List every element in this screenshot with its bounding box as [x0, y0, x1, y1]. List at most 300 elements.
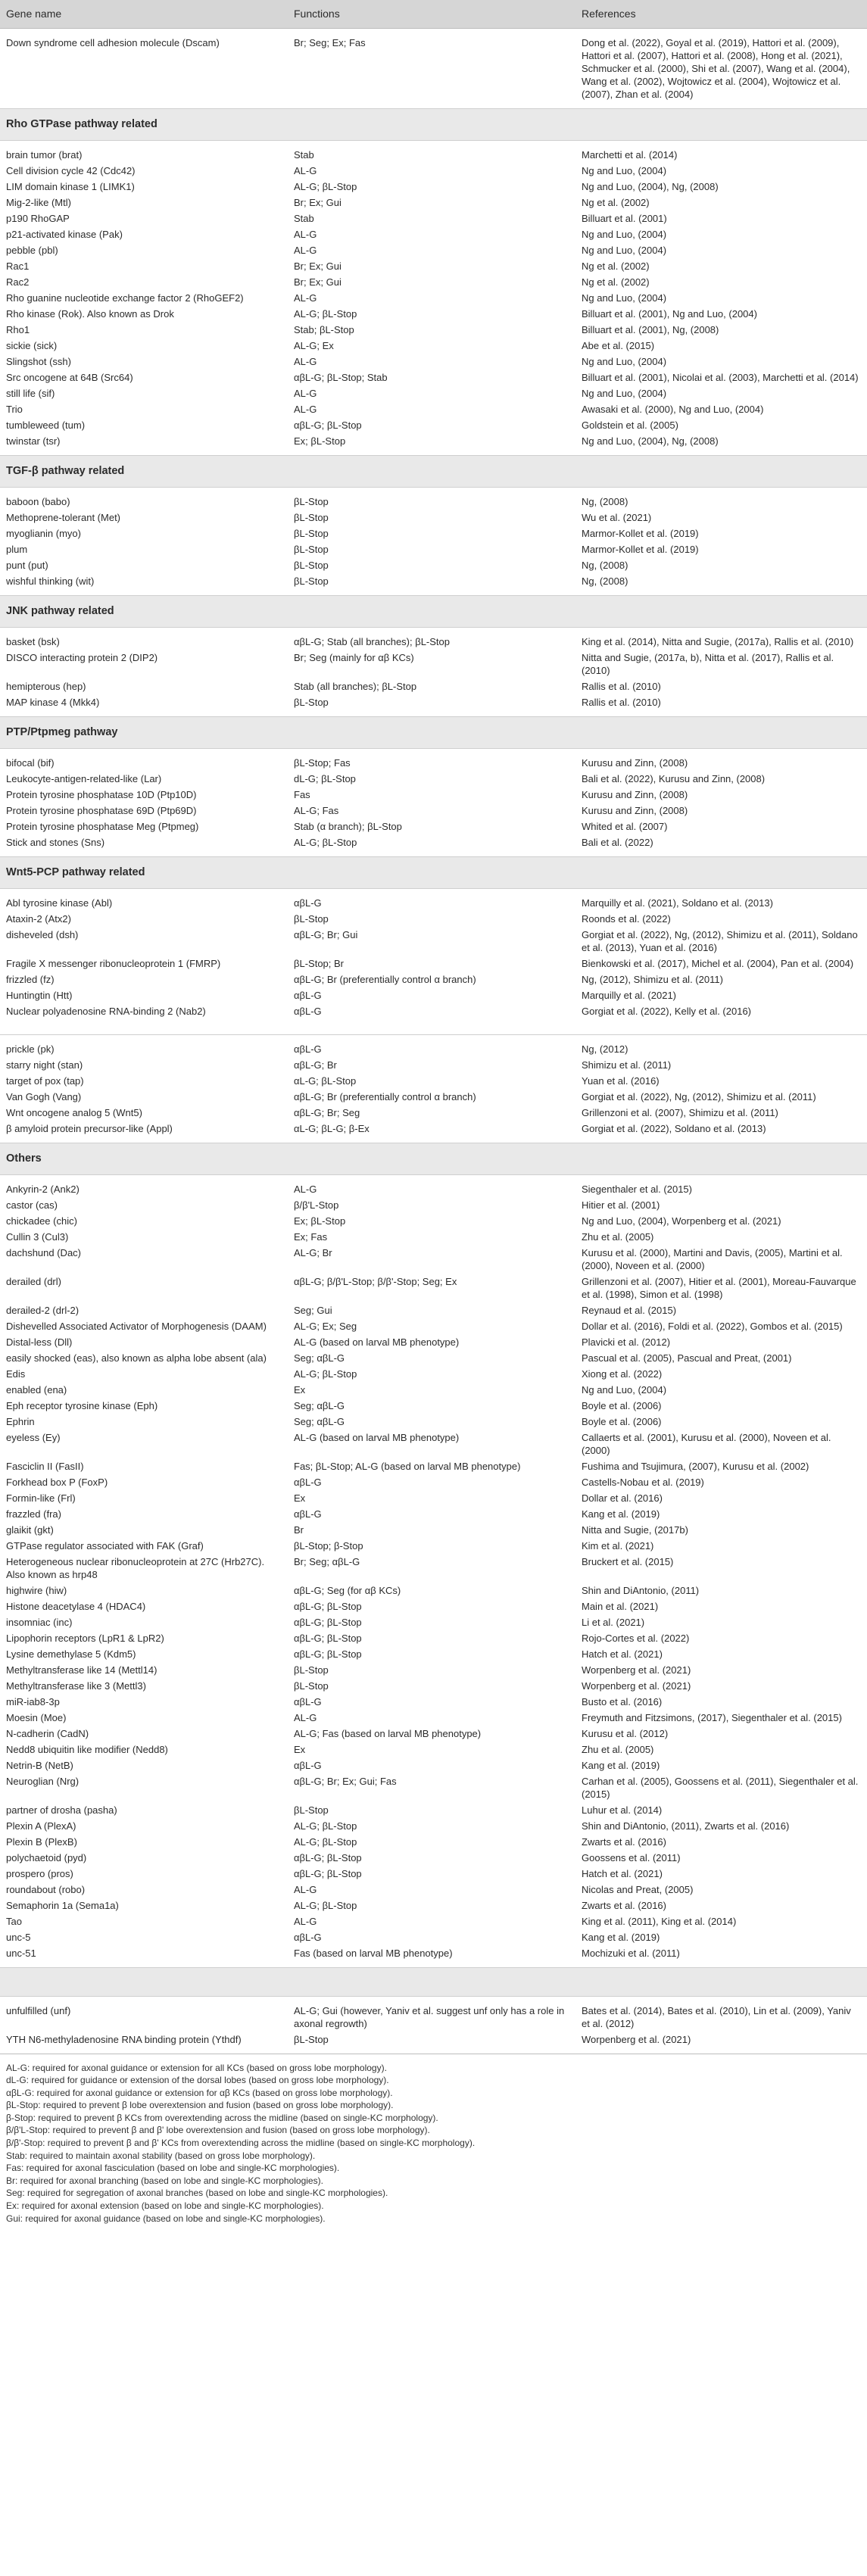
- references-cell: Marchetti et al. (2014): [582, 149, 678, 161]
- references-cell: Boyle et al. (2006): [582, 1399, 662, 1411]
- functions-cell: AL-G; Fas (based on larval MB phenotype): [294, 1727, 482, 1739]
- references-cell: Shin and DiAntonio, (2011), Zwarts et al. (2016): [582, 1820, 790, 1832]
- section-header-row: [0, 857, 867, 889]
- table-row: [0, 1506, 867, 1522]
- functions-cell: Stab (α branch); βL-Stop: [294, 821, 402, 832]
- table-row: [0, 1334, 867, 1350]
- references-cell: Worpenberg et al. (2021): [582, 1679, 691, 1692]
- gene-name-cell: bifocal (bif): [6, 757, 55, 769]
- footnote-line: β/β'-Stop: required to prevent β and β' KCs from overextending across the midline (based on single-KC morphology).: [6, 2138, 476, 2149]
- table-row: [0, 573, 867, 596]
- references-cell: Dong et al. (2022), Goyal et al. (2019), Hattori et al. (2009), Hattori et al. (2007), Hattori et al. (2008), Hong et al. (2021), Schmucker et al. (2000), Shi et al. (2007), Wang et al. (2004), Wang et al. (2002), Wojtowicz et al. (2004), Wojtowicz et al. (2007), Zhan et al. (2004): [582, 37, 850, 100]
- functions-cell: αβL-G: [294, 897, 322, 909]
- references-cell: Wu et al. (2021): [582, 512, 652, 523]
- table-row: [0, 1430, 867, 1458]
- references-cell: Billuart et al. (2001), Ng and Luo, (2004): [582, 308, 757, 320]
- functions-cell: dL-G; βL-Stop: [294, 773, 356, 784]
- gene-name-cell: Huntingtin (Htt): [6, 990, 73, 1001]
- references-cell: Bali et al. (2022), Kurusu and Zinn, (2008): [582, 773, 766, 784]
- footnote-line: Br: required for axonal branching (based on lobe and single-KC morphologies).: [6, 2175, 323, 2186]
- functions-cell: βL-Stop: [294, 512, 329, 523]
- table-row: [0, 1773, 867, 1802]
- functions-cell: AL-G; βL-Stop: [294, 308, 357, 320]
- references-cell: Main et al. (2021): [582, 1600, 659, 1612]
- references-cell: Nicolas and Preat, (2005): [582, 1883, 694, 1895]
- table-row: [0, 1866, 867, 1882]
- functions-cell: AL-G; βL-Stop: [294, 1835, 357, 1848]
- section-header-row: [0, 1143, 867, 1174]
- functions-cell: αβL-G; βL-Stop: [294, 419, 362, 431]
- functions-cell: αβL-G; Seg (for αβ KCs): [294, 1584, 401, 1596]
- references-cell: Siegenthaler et al. (2015): [582, 1183, 692, 1195]
- gene-name-cell: DISCO interacting protein 2 (DIP2): [6, 652, 158, 663]
- references-cell: Zhu et al. (2005): [582, 1743, 654, 1755]
- footnote-line: β-Stop: required to prevent β KCs from overextending across the midline (based on single-KC morphology).: [6, 2112, 438, 2123]
- references-cell: Abe et al. (2015): [582, 340, 655, 351]
- functions-cell: Ex: [294, 1743, 306, 1755]
- table-row: [0, 2032, 867, 2054]
- references-cell: Kang et al. (2019): [582, 1508, 660, 1520]
- functions-cell: Stab: [294, 149, 314, 161]
- functions-cell: Fas: [294, 789, 310, 800]
- functions-cell: AL-G: [294, 165, 317, 176]
- table-row: [0, 1414, 867, 1430]
- gene-name-cell: wishful thinking (wit): [6, 575, 95, 587]
- table-row: [0, 1105, 867, 1121]
- references-cell: Ng and Luo, (2004): [582, 165, 667, 176]
- gene-name-cell: Trio: [6, 404, 23, 415]
- references-cell: Nitta and Sugie, (2017a, b), Nitta et al. (2017), Rallis et al. (2010): [582, 652, 834, 676]
- functions-cell: αβL-G; βL-Stop: [294, 1867, 362, 1879]
- references-cell: Marmor-Kollet et al. (2019): [582, 528, 699, 539]
- table-row: [0, 1398, 867, 1414]
- gene-name-cell: chickadee (chic): [6, 1215, 77, 1227]
- references-cell: Rojo-Cortes et al. (2022): [582, 1632, 690, 1644]
- table-row: [0, 1197, 867, 1213]
- functions-cell: αβL-G; β/β'L-Stop; β/β'-Stop; Seg; Ex: [294, 1275, 457, 1287]
- functions-cell: AL-G; Br: [294, 1246, 332, 1258]
- references-cell: Goossens et al. (2011): [582, 1851, 681, 1863]
- references-cell: Kurusu et al. (2000), Martini and Davis, (2005), Martini et al. (2000), Noveen et al. (2000): [582, 1246, 843, 1271]
- references-cell: Mochizuki et al. (2011): [582, 1947, 680, 1959]
- table-row: [0, 322, 867, 338]
- functions-cell: Ex; βL-Stop: [294, 1215, 346, 1227]
- references-cell: Carhan et al. (2005), Goossens et al. (2011), Siegenthaler et al. (2015): [582, 1775, 859, 1800]
- references-cell: King et al. (2014), Nitta and Sugie, (2017a), Rallis et al. (2010): [582, 636, 854, 647]
- references-cell: Callaerts et al. (2001), Kurusu et al. (2000), Noveen et al. (2000): [582, 1431, 831, 1456]
- gene-name-cell: Neuroglian (Nrg): [6, 1775, 80, 1787]
- gene-name-cell: punt (put): [6, 560, 48, 571]
- functions-cell: Stab; βL-Stop: [294, 324, 354, 335]
- references-cell: Gorgiat et al. (2022), Kelly et al. (2016): [582, 1006, 752, 1017]
- table-row: [0, 1898, 867, 1913]
- table-row: [0, 306, 867, 322]
- references-cell: Hatch et al. (2021): [582, 1648, 663, 1660]
- gene-name-cell: Wnt oncogene analog 5 (Wnt5): [6, 1106, 142, 1118]
- functions-cell: αβL-G; Br: [294, 1059, 337, 1071]
- gene-name-cell: Nedd8 ubiquitin like modifier (Nedd8): [6, 1743, 168, 1755]
- functions-cell: αL-G; βL-G; β-Ex: [294, 1122, 370, 1134]
- table-row: [0, 258, 867, 274]
- table-row: [0, 889, 867, 912]
- functions-cell: βL-Stop: [294, 1804, 329, 1816]
- gene-name-cell: Rho kinase (Rok). Also known as Drok: [6, 308, 174, 320]
- section-header-row: [0, 456, 867, 488]
- table-row: [0, 650, 867, 678]
- functions-cell: AL-G; βL-Stop: [294, 1820, 357, 1832]
- gene-name-cell: Src oncogene at 64B (Src64): [6, 372, 133, 383]
- functions-cell: αβL-G; βL-Stop; Stab: [294, 372, 388, 383]
- gene-name-cell: Ephrin: [6, 1415, 35, 1427]
- gene-name-cell: frizzled (fz): [6, 974, 55, 985]
- references-cell: Roonds et al. (2022): [582, 913, 671, 925]
- functions-cell: Seg; αβL-G: [294, 1399, 345, 1411]
- section-title: TGF-β pathway related: [0, 456, 867, 488]
- table-row: [0, 1850, 867, 1866]
- references-cell: Ng and Luo, (2004), Ng, (2008): [582, 181, 719, 192]
- footnote-line: β/β'L-Stop: required to prevent β and β' lobe overextension and fusion (based on gross lobe morphology).: [6, 2125, 430, 2136]
- gene-name-cell: N-cadherin (CadN): [6, 1727, 89, 1739]
- table-row: [0, 1662, 867, 1678]
- functions-cell: Seg; αβL-G: [294, 1352, 345, 1364]
- footnote-line: αβL-G: required for axonal guidance or extension for αβ KCs (based on gross lobe morphology).: [6, 2087, 393, 2098]
- references-cell: Grillenzoni et al. (2007), Shimizu et al. (2011): [582, 1106, 778, 1118]
- gene-name-cell: Fasciclin II (FasII): [6, 1460, 84, 1472]
- functions-cell: AL-G: [294, 404, 317, 415]
- references-cell: Castells-Nobau et al. (2019): [582, 1476, 704, 1488]
- gene-name-cell: Semaphorin 1a (Sema1a): [6, 1899, 119, 1911]
- references-cell: Yuan et al. (2016): [582, 1074, 660, 1087]
- references-cell: Reynaud et al. (2015): [582, 1304, 677, 1316]
- section-title: Wnt5-PCP pathway related: [0, 857, 867, 889]
- gene-name-cell: miR-iab8-3p: [6, 1695, 60, 1707]
- table-row: [0, 834, 867, 857]
- references-cell: Ng, (2008): [582, 575, 628, 587]
- functions-cell: βL-Stop; β-Stop: [294, 1539, 363, 1552]
- table-row: [0, 541, 867, 557]
- gene-name-cell: still life (sif): [6, 388, 55, 399]
- gene-name-cell: dachshund (Dac): [6, 1246, 81, 1258]
- section-header-row: [0, 717, 867, 749]
- functions-cell: αβL-G: [294, 1043, 322, 1055]
- gene-name-cell: Fragile X messenger ribonucleoprotein 1 (FMRP): [6, 958, 221, 969]
- references-cell: Kang et al. (2019): [582, 1931, 660, 1943]
- gene-name-cell: prospero (pros): [6, 1867, 73, 1879]
- functions-cell: αβL-G; Stab (all branches); βL-Stop: [294, 636, 451, 647]
- gene-name-cell: p21-activated kinase (Pak): [6, 229, 123, 240]
- header-functions: Functions: [288, 0, 575, 29]
- gene-name-cell: Nuclear polyadenosine RNA-binding 2 (Nab2): [6, 1006, 206, 1017]
- functions-cell: αβL-G: [294, 1695, 322, 1707]
- functions-cell: αL-G; βL-Stop: [294, 1074, 357, 1087]
- references-cell: Rallis et al. (2010): [582, 697, 661, 708]
- table-row: [0, 385, 867, 401]
- gene-name-cell: Tao: [6, 1915, 22, 1927]
- functions-cell: Fas; βL-Stop; AL-G (based on larval MB phenotype): [294, 1460, 521, 1472]
- gene-name-cell: glaikit (gkt): [6, 1523, 54, 1536]
- references-cell: Shimizu et al. (2011): [582, 1059, 672, 1071]
- table-row: [0, 163, 867, 179]
- table-row: [0, 1174, 867, 1197]
- references-cell: Gorgiat et al. (2022), Ng, (2012), Shimizu et al. (2011): [582, 1090, 816, 1102]
- table-row: [0, 1945, 867, 1968]
- gene-name-cell: sickie (sick): [6, 340, 58, 351]
- functions-cell: αβL-G; βL-Stop: [294, 1648, 362, 1660]
- functions-cell: Ex: [294, 1383, 306, 1396]
- table-row: [0, 1366, 867, 1382]
- table-row: [0, 1614, 867, 1630]
- functions-cell: αβL-G; Br (preferentially control α branch): [294, 974, 476, 985]
- functions-cell: AL-G (based on larval MB phenotype): [294, 1431, 460, 1443]
- gene-name-cell: Lipophorin receptors (LpR1 & LpR2): [6, 1632, 164, 1644]
- table-row: [0, 628, 867, 650]
- gene-name-cell: unc-51: [6, 1947, 36, 1959]
- functions-cell: AL-G: [294, 388, 317, 399]
- gene-name-cell: Slingshot (ssh): [6, 356, 71, 367]
- gene-name-cell: target of pox (tap): [6, 1074, 84, 1087]
- gene-name-cell: YTH N6-methyladenosine RNA binding protein (Ythdf): [6, 2033, 242, 2045]
- gene-name-cell: castor (cas): [6, 1199, 58, 1211]
- table-row: [0, 1583, 867, 1598]
- references-cell: Marmor-Kollet et al. (2019): [582, 544, 699, 555]
- references-cell: Freymuth and Fitzsimons, (2017), Siegenthaler et al. (2015): [582, 1711, 842, 1723]
- table-row: [0, 433, 867, 456]
- gene-name-cell: starry night (stan): [6, 1059, 83, 1071]
- table-row: [0, 1678, 867, 1694]
- references-cell: Worpenberg et al. (2021): [582, 2033, 691, 2045]
- table-row: [0, 1458, 867, 1474]
- gene-name-cell: Rac1: [6, 260, 30, 272]
- gene-name-cell: Moesin (Moe): [6, 1711, 67, 1723]
- references-cell: Nitta and Sugie, (2017b): [582, 1523, 688, 1536]
- gene-name-cell: Rho guanine nucleotide exchange factor 2 (RhoGEF2): [6, 292, 244, 304]
- table-row: [0, 819, 867, 834]
- gene-name-cell: Methyltransferase like 14 (Mettl14): [6, 1664, 157, 1676]
- gene-name-cell: roundabout (robo): [6, 1883, 86, 1895]
- header-row: [0, 0, 867, 29]
- table-row: [0, 803, 867, 819]
- gene-name-cell: β amyloid protein precursor-like (Appl): [6, 1122, 173, 1134]
- references-cell: Kim et al. (2021): [582, 1539, 654, 1552]
- gene-name-cell: Protein tyrosine phosphatase 10D (Ptp10D): [6, 789, 197, 800]
- functions-cell: αβL-G: [294, 1476, 322, 1488]
- table-row: [0, 1646, 867, 1662]
- gene-name-cell: LIM domain kinase 1 (LIMK1): [6, 181, 135, 192]
- table-row: [0, 1245, 867, 1274]
- references-cell: Billuart et al. (2001), Nicolai et al. (2003), Marchetti et al. (2014): [582, 372, 859, 383]
- references-cell: Rallis et al. (2010): [582, 681, 661, 692]
- table-row: [0, 1274, 867, 1302]
- table-row: [0, 1710, 867, 1726]
- functions-cell: βL-Stop: [294, 697, 329, 708]
- functions-cell: AL-G; Fas: [294, 805, 339, 816]
- table-row: [0, 179, 867, 195]
- gene-name-cell: derailed-2 (drl-2): [6, 1304, 80, 1316]
- gene-name-cell: Plexin B (PlexB): [6, 1835, 77, 1848]
- functions-cell: βL-Stop: [294, 913, 329, 925]
- table-row: [0, 1229, 867, 1245]
- table-row: [0, 1742, 867, 1757]
- functions-cell: AL-G: [294, 1711, 317, 1723]
- functions-cell: AL-G; Ex; Seg: [294, 1320, 357, 1332]
- functions-cell: αβL-G: [294, 1508, 322, 1520]
- table-row: [0, 1522, 867, 1538]
- gene-name-cell: enabled (ena): [6, 1383, 67, 1396]
- references-cell: Plavicki et al. (2012): [582, 1336, 671, 1348]
- gene-name-cell: Cullin 3 (Cul3): [6, 1230, 69, 1243]
- references-cell: Ng, (2008): [582, 560, 628, 571]
- gene-name-cell: insomniac (inc): [6, 1616, 73, 1628]
- references-cell: Ng and Luo, (2004): [582, 229, 667, 240]
- gene-name-cell: prickle (pk): [6, 1043, 55, 1055]
- references-cell: Gorgiat et al. (2022), Soldano et al. (2013): [582, 1122, 766, 1134]
- footnote-line: Stab: required to maintain axonal stability (based on gross lobe morphology).: [6, 2150, 316, 2161]
- references-cell: Marquilly et al. (2021), Soldano et al. (2013): [582, 897, 773, 909]
- references-cell: Hitier et al. (2001): [582, 1199, 660, 1211]
- gene-name-cell: Plexin A (PlexA): [6, 1820, 76, 1832]
- functions-cell: αβL-G; Br; Gui: [294, 929, 358, 940]
- gene-name-cell: Forkhead box P (FoxP): [6, 1476, 108, 1488]
- table-row: [0, 1882, 867, 1898]
- functions-cell: βL-Stop: [294, 528, 329, 539]
- references-cell: Kang et al. (2019): [582, 1759, 660, 1771]
- gene-name-cell: tumbleweed (tum): [6, 419, 86, 431]
- references-cell: Ng and Luo, (2004): [582, 388, 667, 399]
- references-cell: Ng and Luo, (2004): [582, 1383, 667, 1396]
- functions-cell: Br: [294, 1523, 304, 1536]
- table-row: [0, 1726, 867, 1742]
- section-title: Others: [0, 1143, 867, 1174]
- functions-cell: AL-G: [294, 1915, 317, 1927]
- table-row: [0, 987, 867, 1003]
- references-cell: Xiong et al. (2022): [582, 1368, 663, 1380]
- table-row: [0, 195, 867, 211]
- gene-name-cell: hemipterous (hep): [6, 681, 86, 692]
- functions-cell: Fas (based on larval MB phenotype): [294, 1947, 453, 1959]
- gene-name-cell: myoglianin (myo): [6, 528, 81, 539]
- gene-name-cell: Protein tyrosine phosphatase 69D (Ptp69D): [6, 805, 197, 816]
- table-row: [0, 678, 867, 694]
- references-cell: Busto et al. (2016): [582, 1695, 663, 1707]
- functions-cell: AL-G; Gui (however, Yaniv et al. suggest unf only has a role in axonal regrowth): [294, 2004, 565, 2029]
- gene-name-cell: pebble (pbl): [6, 245, 58, 256]
- functions-cell: AL-G: [294, 1883, 317, 1895]
- references-cell: Ng and Luo, (2004), Ng, (2008): [582, 435, 719, 447]
- footnote-line: Ex: required for axonal extension (based on lobe and single-KC morphologies).: [6, 2200, 324, 2212]
- references-cell: Marquilly et al. (2021): [582, 990, 676, 1001]
- references-cell: Dollar et al. (2016), Foldi et al. (2022), Gombos et al. (2015): [582, 1320, 843, 1332]
- table-row: [0, 1073, 867, 1089]
- footnote-line: AL-G: required for axonal guidance or extension for all KCs (based on gross lobe morphology).: [6, 2062, 387, 2073]
- header-gene-name: Gene name: [0, 0, 288, 29]
- references-cell: Kurusu and Zinn, (2008): [582, 757, 688, 769]
- table-row: [0, 29, 867, 109]
- functions-cell: Stab: [294, 213, 314, 224]
- gene-name-cell: Rho1: [6, 324, 30, 335]
- functions-cell: βL-Stop: [294, 575, 329, 587]
- functions-cell: Br; Seg; αβL-G: [294, 1555, 360, 1567]
- table-row: [0, 338, 867, 354]
- gene-name-cell: brain tumor (brat): [6, 149, 83, 161]
- functions-cell: Br; Seg; Ex; Fas: [294, 37, 366, 48]
- table-header: [0, 0, 867, 29]
- table-row: [0, 749, 867, 772]
- gene-name-cell: Methoprene-tolerant (Met): [6, 512, 121, 523]
- references-cell: Gorgiat et al. (2022), Ng, (2012), Shimizu et al. (2011), Soldano et al. (2013), Yuan et al. (2016): [582, 929, 858, 953]
- gene-name-cell: Cell division cycle 42 (Cdc42): [6, 165, 136, 176]
- table-row: [0, 510, 867, 525]
- references-cell: Ng et al. (2002): [582, 197, 650, 208]
- gene-name-cell: eyeless (Ey): [6, 1431, 61, 1443]
- references-cell: Kurusu et al. (2012): [582, 1727, 669, 1739]
- table-row: [0, 1818, 867, 1834]
- functions-cell: βL-Stop; Fas: [294, 757, 351, 769]
- table-row: [0, 1034, 867, 1057]
- functions-cell: Ex; βL-Stop: [294, 435, 346, 447]
- gene-name-cell: Stick and stones (Sns): [6, 837, 105, 848]
- gene-name-cell: MAP kinase 4 (Mkk4): [6, 697, 100, 708]
- gene-name-cell: baboon (babo): [6, 496, 70, 507]
- functions-cell: αβL-G; Br; Ex; Gui; Fas: [294, 1775, 397, 1787]
- references-cell: Li et al. (2021): [582, 1616, 645, 1628]
- gene-name-cell: Formin-like (Frl): [6, 1492, 76, 1504]
- gene-name-cell: Protein tyrosine phosphatase Meg (Ptpmeg): [6, 821, 199, 832]
- functions-cell: αβL-G; βL-Stop: [294, 1632, 362, 1644]
- functions-cell: βL-Stop: [294, 560, 329, 571]
- functions-cell: αβL-G: [294, 1931, 322, 1943]
- table-row: [0, 1382, 867, 1398]
- functions-cell: Br; Seg (mainly for αβ KCs): [294, 652, 414, 663]
- references-cell: Zhu et al. (2005): [582, 1230, 654, 1243]
- gene-name-cell: Dishevelled Associated Activator of Morphogenesis (DAAM): [6, 1320, 267, 1332]
- table-row: [0, 1554, 867, 1583]
- references-cell: Ng, (2012), Shimizu et al. (2011): [582, 974, 723, 985]
- functions-cell: Ex; Fas: [294, 1230, 328, 1243]
- functions-cell: AL-G: [294, 229, 317, 240]
- table-row: [0, 1913, 867, 1929]
- table-row: [0, 1538, 867, 1554]
- gene-name-cell: Netrin-B (NetB): [6, 1759, 73, 1771]
- section-header-row: [0, 1967, 867, 1996]
- references-cell: Bruckert et al. (2015): [582, 1555, 674, 1567]
- references-cell: Zwarts et al. (2016): [582, 1835, 666, 1848]
- table-row: [0, 401, 867, 417]
- functions-cell: AL-G (based on larval MB phenotype): [294, 1336, 460, 1348]
- gene-name-cell: twinstar (tsr): [6, 435, 61, 447]
- gene-name-cell: Edis: [6, 1368, 26, 1380]
- functions-cell: AL-G: [294, 292, 317, 304]
- references-cell: Luhur et al. (2014): [582, 1804, 663, 1816]
- gene-name-cell: Down syndrome cell adhesion molecule (Dscam): [6, 37, 220, 48]
- references-cell: Pascual et al. (2005), Pascual and Preat, (2001): [582, 1352, 792, 1364]
- gene-name-cell: Lysine demethylase 5 (Kdm5): [6, 1648, 136, 1660]
- group-divider-cell: [0, 1025, 867, 1034]
- table-row: [0, 290, 867, 306]
- functions-cell: Seg; Gui: [294, 1304, 332, 1316]
- gene-name-cell: Distal-less (Dll): [6, 1336, 73, 1348]
- gene-name-cell: Histone deacetylase 4 (HDAC4): [6, 1600, 146, 1612]
- gene-name-cell: Ankyrin-2 (Ank2): [6, 1183, 80, 1195]
- gene-name-cell: Abl tyrosine kinase (Abl): [6, 897, 113, 909]
- functions-cell: Br; Ex; Gui: [294, 276, 341, 288]
- section-header-row: [0, 596, 867, 628]
- references-cell: King et al. (2011), King et al. (2014): [582, 1915, 737, 1927]
- footnote-line: Seg: required for segregation of axonal branches (based on lobe and single-KC morphologies).: [6, 2188, 388, 2199]
- functions-cell: Stab (all branches); βL-Stop: [294, 681, 417, 692]
- table-row: [0, 525, 867, 541]
- references-cell: Ng and Luo, (2004): [582, 245, 667, 256]
- references-cell: Ng, (2008): [582, 496, 628, 507]
